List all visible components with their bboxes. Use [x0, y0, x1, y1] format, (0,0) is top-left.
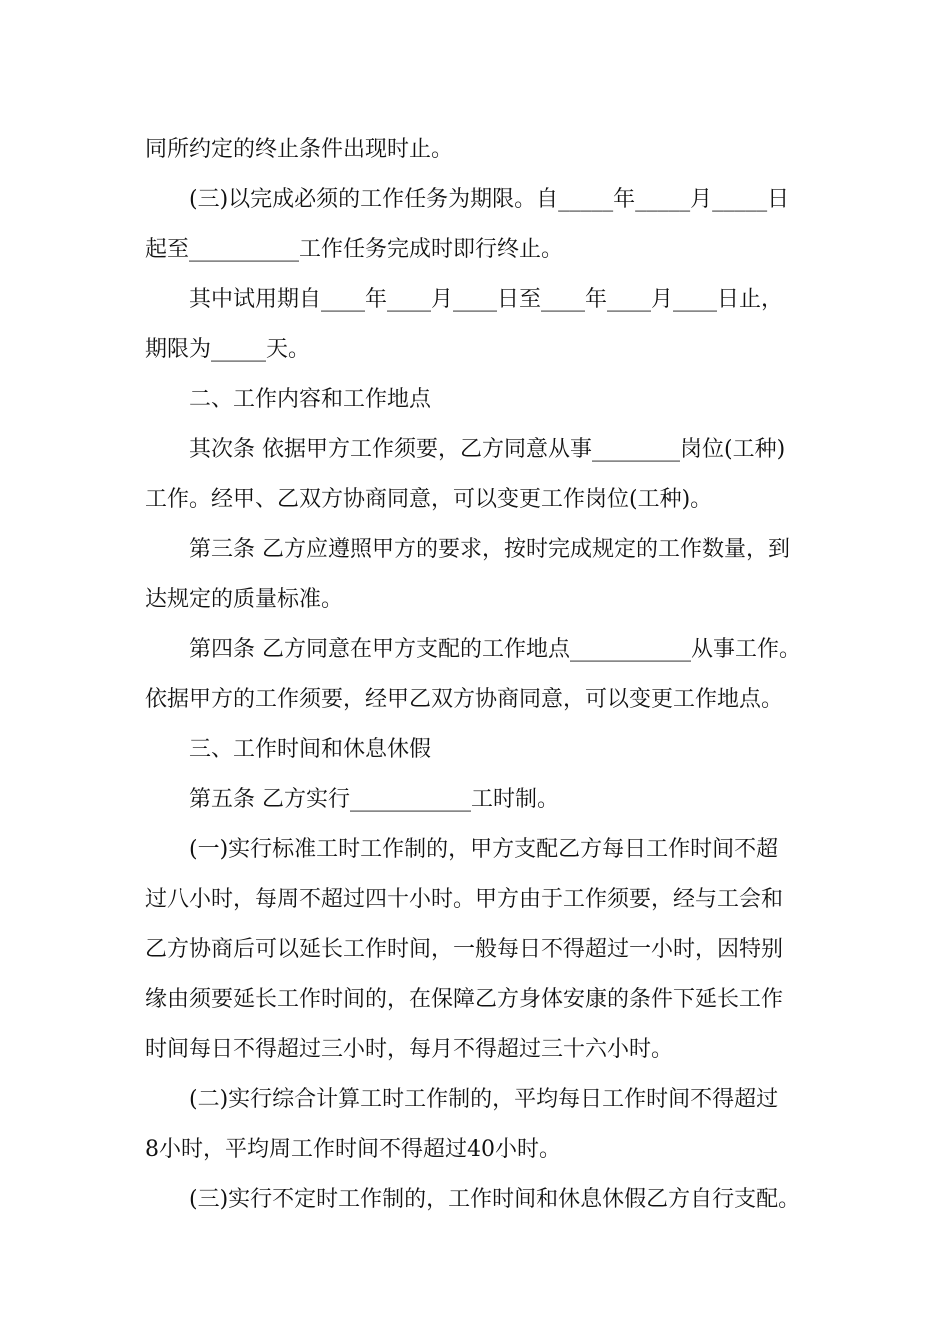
section-heading: 二、工作内容和工作地点: [189, 387, 432, 412]
text-line: (二)实行综合计算工时工作制的，平均每日工作时间不得超过: [189, 1087, 779, 1112]
text-line: 第三条 乙方应遵照甲方的要求，按时完成规定的工作数量，到: [189, 537, 790, 562]
text-line: 起至__________工作任务完成时即行终止。: [145, 237, 564, 262]
text-line: 过八小时，每周不超过四十小时。甲方由于工作须要，经与工会和: [145, 887, 784, 912]
text-line: 同所约定的终止条件出现时止。: [145, 137, 454, 162]
text-line: 乙方协商后可以延长工作时间，一般每日不得超过一小时，因特别: [145, 937, 784, 962]
text-line: 第五条 乙方实行___________工时制。: [189, 787, 559, 812]
text-line: 第四条 乙方同意在甲方支配的工作地点___________从事工作。: [189, 637, 801, 662]
text-line: 缘由须要延长工作时间的，在保障乙方身体安康的条件下延长工作: [145, 987, 784, 1012]
text-line: 其次条 依据甲方工作须要，乙方同意从事________岗位(工种): [189, 437, 786, 462]
text-line: 8小时，平均周工作时间不得超过40小时。: [145, 1137, 561, 1162]
text-line: 工作。经甲、乙双方协商同意，可以变更工作岗位(工种)。: [145, 487, 713, 512]
text-line: 时间每日不得超过三小时，每月不得超过三十六小时。: [145, 1037, 674, 1062]
text-line: 期限为_____天。: [145, 337, 311, 362]
text-line: 达规定的质量标准。: [145, 587, 344, 612]
section-heading: 三、工作时间和休息休假: [189, 737, 432, 762]
document-body: [145, 125, 810, 1225]
text-line: (三)实行不定时工作制的，工作时间和休息休假乙方自行支配。: [189, 1187, 801, 1212]
text-line: 依据甲方的工作须要，经甲乙双方协商同意，可以变更工作地点。: [145, 687, 784, 712]
text-line: (一)实行标准工时工作制的，甲方支配乙方每日工作时间不超: [189, 837, 779, 862]
text-line: (三)以完成必须的工作任务为期限。自_____年_____月_____日: [189, 187, 790, 212]
text-line: 其中试用期自____年____月____日至____年____月____日止，: [189, 287, 784, 312]
